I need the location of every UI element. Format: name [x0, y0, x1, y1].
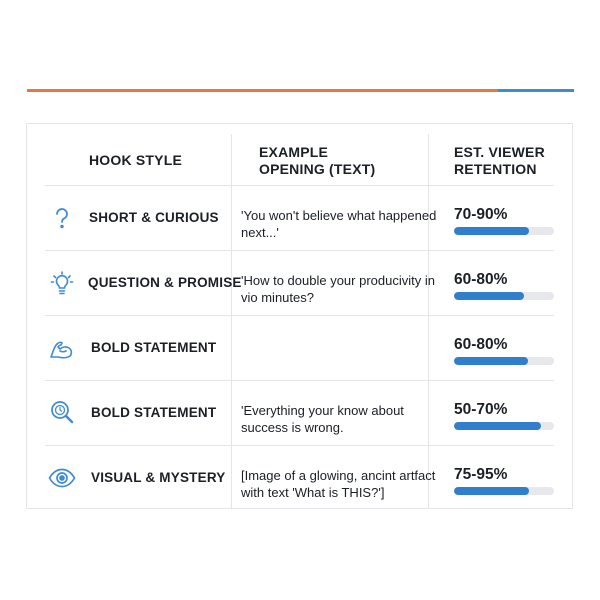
retention-bar-fill [454, 357, 528, 365]
retention-value: 70-90% [454, 206, 508, 223]
hook-style-label: VISUAL & MYSTERY [91, 470, 226, 485]
flexed-arm-icon [47, 333, 77, 363]
eye-icon [47, 463, 77, 493]
hook-style-label: BOLD STATEMENT [91, 340, 217, 355]
retention-bar [454, 292, 554, 300]
header-example-opening [259, 144, 375, 178]
retention-bar [454, 487, 554, 495]
hook-style-label: BOLD STATEMENT [91, 405, 217, 420]
retention-bar [454, 422, 554, 430]
hook-style-label: SHORT & CURIOUS [89, 210, 219, 225]
header-viewer-retention [454, 144, 545, 178]
retention-bar-fill [454, 422, 541, 430]
retention-value: 60-80% [454, 336, 508, 353]
hook-table [26, 123, 573, 509]
retention-bar-fill [454, 227, 529, 235]
table-row [27, 316, 572, 380]
header-retention-line2: RETENTION [454, 161, 537, 177]
retention-bar-fill [454, 487, 529, 495]
header-example-line1: EXAMPLE [259, 144, 329, 160]
retention-value: 60-80% [454, 271, 508, 288]
hook-style-label: QUESTION & PROMISE [88, 275, 242, 290]
table-row [27, 251, 572, 315]
header-retention-line1: EST. VIEWER [454, 144, 545, 160]
example-opening-text: 'You won't believe what happened next...' [241, 208, 437, 240]
retention-value: 50-70% [454, 401, 508, 418]
retention-value: 75-95% [454, 466, 508, 483]
top-accent-rule-orange [27, 89, 498, 92]
retention-bar [454, 227, 554, 235]
question-mark-icon [47, 204, 77, 234]
retention-bar-fill [454, 292, 524, 300]
top-accent-rule-blue [498, 89, 574, 92]
example-opening-text: 'How to double your producivity in vio minutes? [241, 273, 435, 305]
header-example-line2: OPENING (TEXT) [259, 161, 376, 177]
magnifier-clock-icon [47, 398, 77, 428]
table-row [27, 381, 572, 445]
retention-bar [454, 357, 554, 365]
header-hook-style: HOOK STYLE [89, 152, 183, 168]
example-opening-text: [Image of a glowing, ancint artfact with text 'What is THIS?'] [241, 468, 436, 500]
table-row [27, 446, 572, 510]
table-row [27, 186, 572, 250]
lightbulb-icon [47, 268, 77, 298]
example-opening-text: 'Everything your know about success is wrong. [241, 403, 404, 435]
